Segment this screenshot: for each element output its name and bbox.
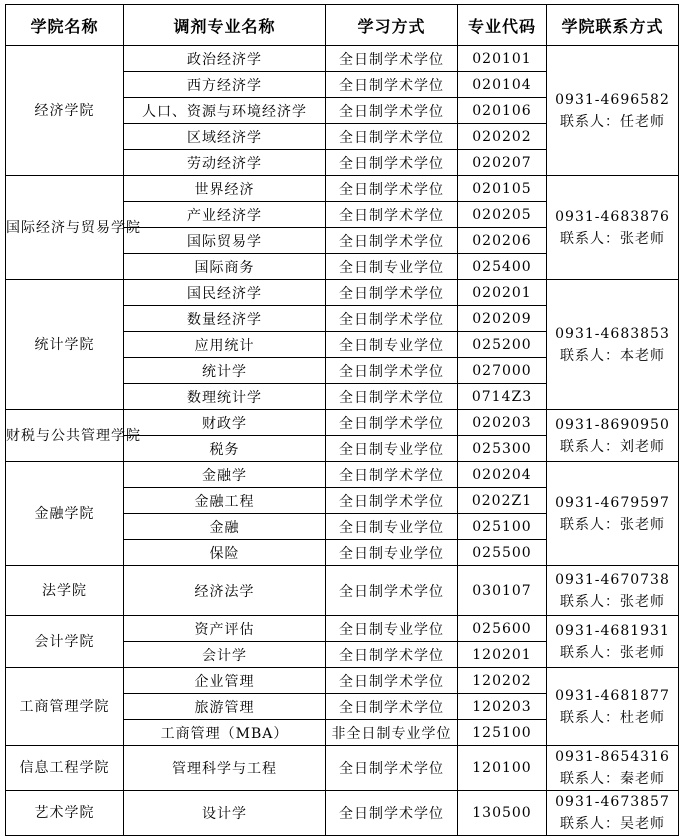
contact-person: 联系人：本老师 [560, 347, 665, 364]
major-code: 025200 [458, 332, 547, 358]
major-code: 025100 [458, 514, 547, 540]
adjustment-majors-table [5, 4, 679, 836]
major-name: 保险 [124, 540, 326, 566]
major-name: 应用统计 [124, 332, 326, 358]
college-name: 会计学院 [6, 616, 124, 668]
major-name: 数理统计学 [124, 384, 326, 410]
major-name: 西方经济学 [124, 72, 326, 98]
table-row [6, 746, 679, 791]
study-mode: 全日制学术学位 [326, 462, 458, 488]
major-name: 资产评估 [124, 616, 326, 642]
table-row [6, 616, 679, 642]
table-row [6, 280, 679, 306]
contact-phone: 0931-4683853 [555, 325, 670, 342]
major-name: 劳动经济学 [124, 150, 326, 176]
major-code: 027000 [458, 358, 547, 384]
major-code: 120203 [458, 694, 547, 720]
major-code: 125100 [458, 720, 547, 746]
major-name: 设计学 [124, 791, 326, 836]
study-mode: 非全日制专业学位 [326, 720, 458, 746]
college-contact [547, 280, 679, 410]
study-mode: 全日制学术学位 [326, 46, 458, 72]
major-code: 020203 [458, 410, 547, 436]
major-code: 020205 [458, 202, 547, 228]
major-code: 130500 [458, 791, 547, 836]
table-row [6, 566, 679, 616]
contact-person: 联系人：杜老师 [560, 709, 665, 726]
study-mode: 全日制学术学位 [326, 176, 458, 202]
college-contact [547, 176, 679, 280]
table-body [6, 46, 679, 836]
major-name: 人口、资源与环境经济学 [124, 98, 326, 124]
college-contact [547, 746, 679, 791]
college-name: 国际经济与贸易学院 [6, 176, 124, 280]
table-row [6, 46, 679, 72]
major-name: 企业管理 [124, 668, 326, 694]
study-mode: 全日制学术学位 [326, 668, 458, 694]
major-name: 金融学 [124, 462, 326, 488]
study-mode: 全日制学术学位 [326, 228, 458, 254]
study-mode: 全日制学术学位 [326, 358, 458, 384]
college-contact [547, 791, 679, 836]
major-code: 120201 [458, 642, 547, 668]
table-row [6, 791, 679, 836]
study-mode: 全日制学术学位 [326, 124, 458, 150]
major-name: 经济法学 [124, 566, 326, 616]
major-code: 025400 [458, 254, 547, 280]
major-code: 020101 [458, 46, 547, 72]
contact-phone: 0931-4670738 [555, 571, 670, 588]
study-mode: 全日制专业学位 [326, 540, 458, 566]
major-code: 025600 [458, 616, 547, 642]
table-row [6, 462, 679, 488]
study-mode: 全日制专业学位 [326, 514, 458, 540]
college-contact [547, 46, 679, 176]
major-code: 0202Z1 [458, 488, 547, 514]
college-name: 金融学院 [6, 462, 124, 566]
major-code: 025500 [458, 540, 547, 566]
study-mode: 全日制专业学位 [326, 332, 458, 358]
study-mode: 全日制学术学位 [326, 72, 458, 98]
study-mode: 全日制学术学位 [326, 150, 458, 176]
major-name: 区域经济学 [124, 124, 326, 150]
study-mode: 全日制学术学位 [326, 410, 458, 436]
major-name: 工商管理（MBA） [124, 720, 326, 746]
college-name: 信息工程学院 [6, 746, 124, 791]
major-code: 120100 [458, 746, 547, 791]
contact-phone: 0931-4673857 [555, 794, 670, 810]
college-name: 艺术学院 [6, 791, 124, 836]
major-name: 政治经济学 [124, 46, 326, 72]
college-contact [547, 616, 679, 668]
contact-phone: 0931-8690950 [555, 416, 670, 433]
major-code: 0714Z3 [458, 384, 547, 410]
major-code: 020204 [458, 462, 547, 488]
college-contact [547, 462, 679, 566]
major-name: 旅游管理 [124, 694, 326, 720]
adjustment-table-container [5, 4, 679, 836]
major-code: 030107 [458, 566, 547, 616]
contact-person: 联系人：秦老师 [560, 771, 665, 787]
college-name: 法学院 [6, 566, 124, 616]
study-mode: 全日制学术学位 [326, 384, 458, 410]
major-code: 020206 [458, 228, 547, 254]
table-row [6, 668, 679, 694]
header-contact: 学院联系方式 [547, 5, 679, 46]
contact-person: 联系人：任老师 [560, 113, 665, 130]
major-code: 020106 [458, 98, 547, 124]
contact-person: 联系人：张老师 [560, 516, 665, 533]
major-code: 120202 [458, 668, 547, 694]
college-contact [547, 410, 679, 462]
contact-person: 联系人：张老师 [560, 644, 665, 661]
college-name: 经济学院 [6, 46, 124, 176]
major-name: 财政学 [124, 410, 326, 436]
study-mode: 全日制学术学位 [326, 746, 458, 791]
major-code: 020209 [458, 306, 547, 332]
major-code: 020201 [458, 280, 547, 306]
college-name: 财税与公共管理学院 [6, 410, 124, 462]
study-mode: 全日制专业学位 [326, 254, 458, 280]
contact-phone: 0931-4696582 [555, 91, 670, 108]
major-code: 020202 [458, 124, 547, 150]
major-name: 金融工程 [124, 488, 326, 514]
major-name: 统计学 [124, 358, 326, 384]
study-mode: 全日制学术学位 [326, 694, 458, 720]
study-mode: 全日制学术学位 [326, 98, 458, 124]
study-mode: 全日制学术学位 [326, 488, 458, 514]
contact-phone: 0931-4681931 [555, 622, 670, 639]
contact-phone: 0931-8654316 [555, 749, 670, 765]
major-name: 数量经济学 [124, 306, 326, 332]
contact-phone: 0931-4679597 [555, 494, 670, 511]
major-code: 025300 [458, 436, 547, 462]
major-name: 税务 [124, 436, 326, 462]
major-name: 国际商务 [124, 254, 326, 280]
major-name: 会计学 [124, 642, 326, 668]
header-major: 调剂专业名称 [124, 5, 326, 46]
study-mode: 全日制学术学位 [326, 566, 458, 616]
college-name: 工商管理学院 [6, 668, 124, 746]
major-code: 020207 [458, 150, 547, 176]
study-mode: 全日制学术学位 [326, 642, 458, 668]
study-mode: 全日制学术学位 [326, 306, 458, 332]
table-row [6, 410, 679, 436]
major-name: 产业经济学 [124, 202, 326, 228]
study-mode: 全日制专业学位 [326, 436, 458, 462]
header-major-code: 专业代码 [458, 5, 547, 46]
college-contact [547, 566, 679, 616]
college-contact [547, 668, 679, 746]
header-college: 学院名称 [6, 5, 124, 46]
contact-person: 联系人：刘老师 [560, 438, 665, 455]
study-mode: 全日制学术学位 [326, 791, 458, 836]
major-name: 国民经济学 [124, 280, 326, 306]
college-name: 统计学院 [6, 280, 124, 410]
contact-person: 联系人：吴老师 [560, 816, 665, 832]
study-mode: 全日制学术学位 [326, 202, 458, 228]
study-mode: 全日制专业学位 [326, 616, 458, 642]
major-name: 世界经济 [124, 176, 326, 202]
study-mode: 全日制学术学位 [326, 280, 458, 306]
contact-person: 联系人：张老师 [560, 593, 665, 610]
major-name: 管理科学与工程 [124, 746, 326, 791]
table-row [6, 176, 679, 202]
contact-phone: 0931-4683876 [555, 208, 670, 225]
contact-phone: 0931-4681877 [555, 687, 670, 704]
major-code: 020105 [458, 176, 547, 202]
major-name: 金融 [124, 514, 326, 540]
major-name: 国际贸易学 [124, 228, 326, 254]
major-code: 020104 [458, 72, 547, 98]
header-study-mode: 学习方式 [326, 5, 458, 46]
table-header-row [6, 5, 679, 46]
contact-person: 联系人：张老师 [560, 230, 665, 247]
